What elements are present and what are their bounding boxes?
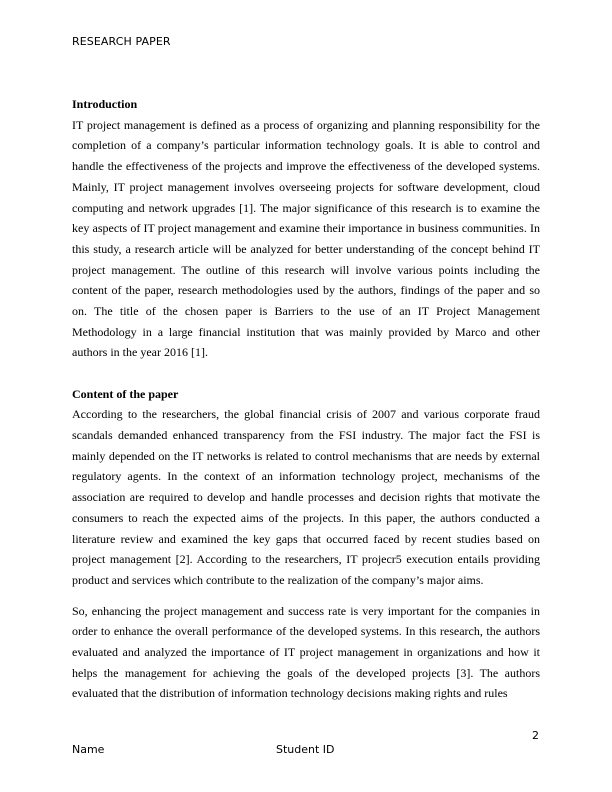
section-heading-introduction: Introduction [72, 97, 138, 111]
running-header: RESEARCH PAPER [72, 35, 171, 48]
content-paragraph-2: So, enhancing the project management and success rate is very important for the companies in order to enhance the overall performance of the developed systems. In this research, the authors evaluated and analyzed the importance of IT project management in organizations and how it helps the management for achieving the goals of the developed projects [3]. The authors evaluated that the distribution of information technology decisions making rights and rules [72, 603, 540, 701]
paragraph-spacer [72, 591, 540, 601]
section-heading-content: Content of the paper [72, 386, 179, 401]
section-spacer [72, 363, 540, 384]
page-number: 2 [532, 729, 539, 742]
introduction-paragraph: IT project management is defined as a process of organizing and planning responsibility for the completion of a company’s particular information technology goals. It is able to control and handle the effectiveness of the projects and improve the effectiveness of the developed systems. Mainly, IT project management involves overseeing projects for software development, cloud computing and network upgrades [1]. The major significance of this research is to examine the key aspects of IT project management and examine their importance in business communities. In this study, a research article will be analyzed for better understanding of the concept behind IT project management. The outline of this research will involve various points including the content of the paper, research methodologies used by the authors, findings of the paper and so on. The title of the chosen paper is Barriers to the use of an IT Project Management Methodology in a large financial institution that was mainly provided by Marco and other authors in the year 2016 [1]. [72, 117, 540, 360]
content-paragraph-1: According to the researchers, the global financial crisis of 2007 and various corporate fraud scandals demanded enhanced transparency from the FSI industry. The major fact the FSI is mainly depended on the IT networks is related to control mechanisms that are needs by external regulatory agents. In the context of an information technology project, mechanisms of the association are required to develop and handle processes and decision rights that motivate the consumers to reach the expected aims of the projects. In this paper, the authors conducted a literature review and examined the key gaps that occurred faced by recent studies based on project management [2]. According to the researchers, IT projecr5 execution entails providing product and services which contribute to the realization of the company’s major aims. [72, 407, 540, 587]
footer-name-label: Name [72, 743, 105, 756]
document-body [72, 94, 540, 704]
footer-student-id-label: Student ID [276, 743, 335, 756]
